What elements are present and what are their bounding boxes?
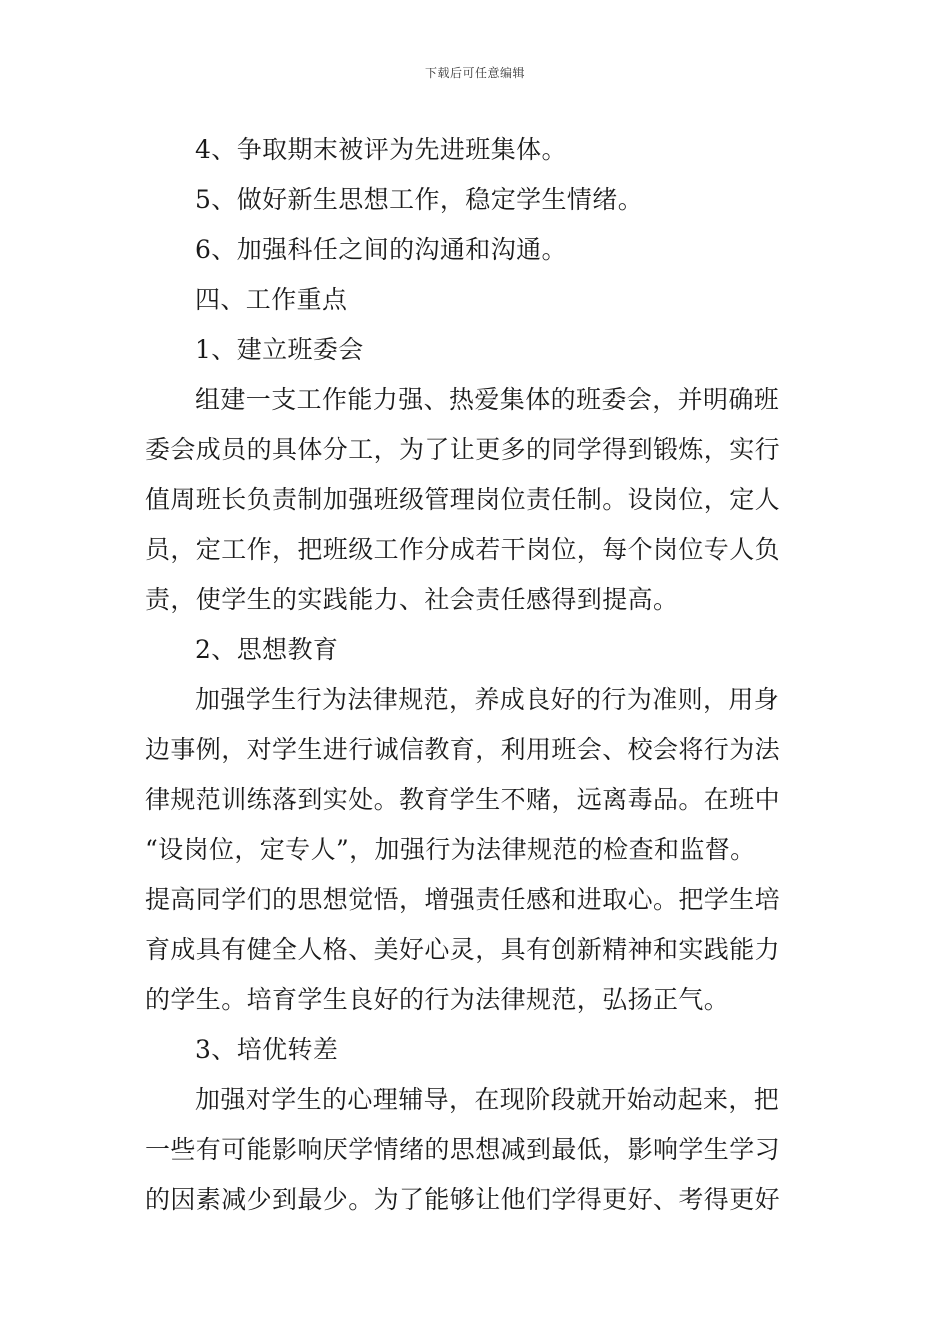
text-line: 律规范训练落到实处。教育学生不赌，远离毒品。在班中 [145,785,781,814]
text-line: “设岗位，定专人”，加强行为法律规范的检查和监督。 [145,835,756,864]
text-line: 1、建立班委会 [195,335,364,364]
document-body [145,125,807,1225]
text-line: 5、做好新生思想工作，稳定学生情绪。 [195,185,644,214]
text-line: 4、争取期末被评为先进班集体。 [195,135,567,164]
text-line: 一些有可能影响厌学情绪的思想减到最低，影响学生学习 [145,1135,781,1164]
page-header-note: 下载后可任意编辑 [424,66,525,80]
text-line: 值周班长负责制加强班级管理岗位责任制。设岗位，定人 [145,485,781,514]
text-line: 提高同学们的思想觉悟，增强责任感和进取心。把学生培 [145,885,781,914]
text-line: 组建一支工作能力强、热爱集体的班委会，并明确班 [195,385,780,414]
text-line: 的学生。培育学生良好的行为法律规范，弘扬正气。 [145,985,730,1014]
text-line: 2、思想教育 [195,635,339,664]
text-line: 四、工作重点 [195,285,348,314]
text-line: 责，使学生的实践能力、社会责任感得到提高。 [145,585,679,614]
text-line: 育成具有健全人格、美好心灵，具有创新精神和实践能力 [145,935,781,964]
text-line: 员，定工作，把班级工作分成若干岗位，每个岗位专人负 [145,535,781,564]
text-line: 3、培优转差 [195,1035,339,1064]
text-line: 边事例，对学生进行诚信教育，利用班会、校会将行为法 [145,735,781,764]
text-line: 的因素减少到最少。为了能够让他们学得更好、考得更好 [145,1185,781,1214]
text-line: 委会成员的具体分工，为了让更多的同学得到锻炼，实行 [145,435,781,464]
text-line: 6、加强科任之间的沟通和沟通。 [195,235,567,264]
text-line: 加强学生行为法律规范，养成良好的行为准则，用身 [195,685,780,714]
text-line: 加强对学生的心理辅导，在现阶段就开始动起来，把 [195,1085,780,1114]
